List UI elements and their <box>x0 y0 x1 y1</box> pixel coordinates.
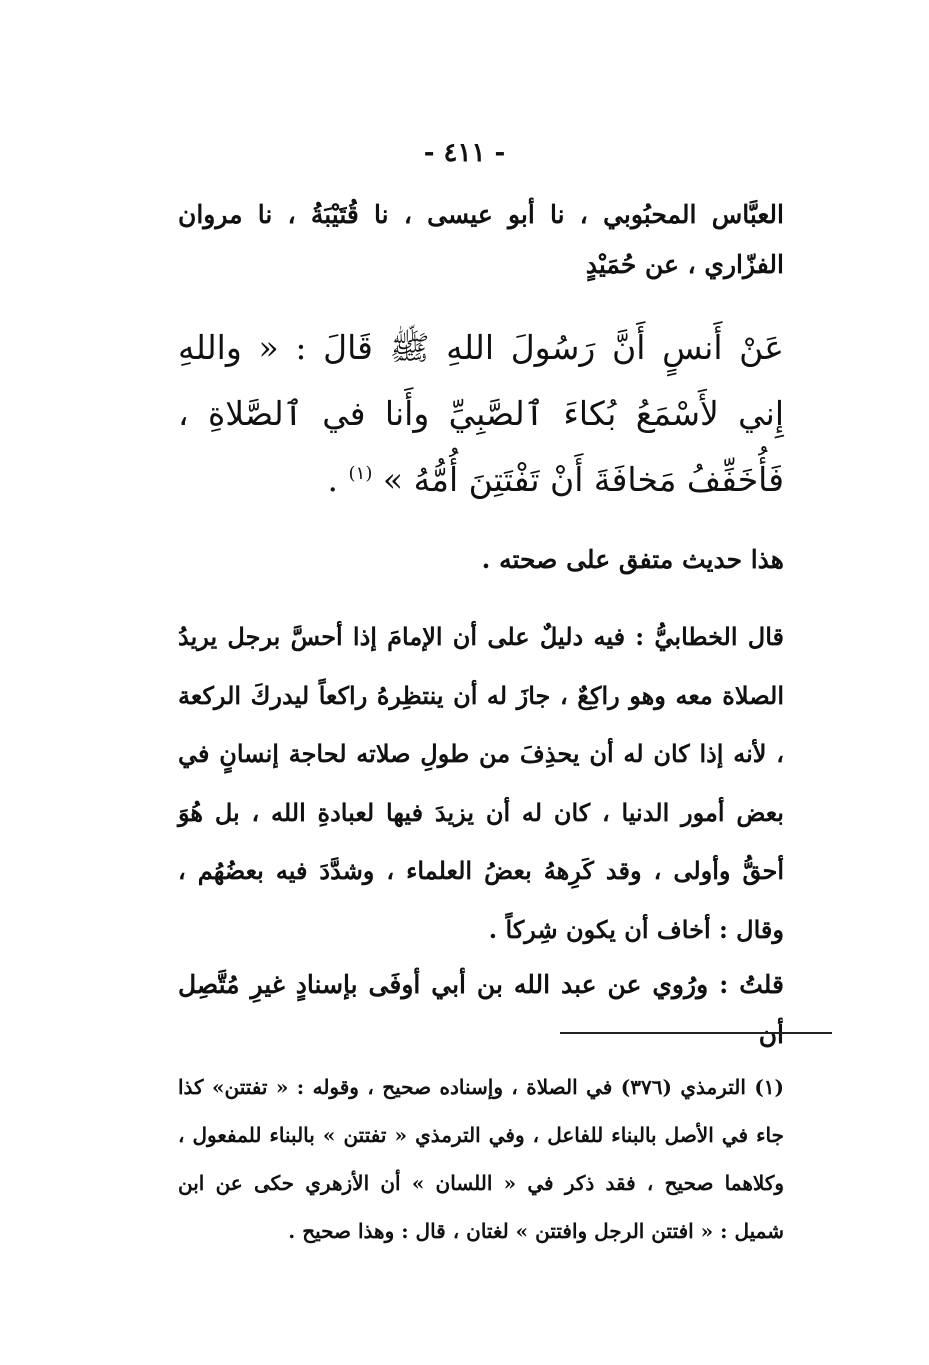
footnote-1 <box>178 1063 784 1255</box>
hadith-grading: هذا حديث متفق على صحته . <box>481 545 784 574</box>
footnote-text: الترمذي (٣٧٦) في الصلاة ، وإسناده صحيح ، وقوله : « تفتتن» كذا جاء في الأصل بالبناء للفاعل ، وفي الترمذي « تفتتن » بالبناء للمفعول ، وكلاهما صحيح ، فقد ذكر في « اللسان » أن الأزهري حكى عن ابن شميل : « افتتن الرجل وافتتن » لغتان ، قال : وهذا صحيح . <box>178 1075 784 1243</box>
isnad-chain: العبَّاس المحبُوبي ، نا أبو عيسى ، نا قُتَيْبَةُ ، نا مروان الفزّاري ، عن حُمَيْدٍ <box>178 200 784 279</box>
footnote-marker: (١) <box>348 463 373 484</box>
author-note: قلتُ : ورُوي عن عبد الله بن أبي أوفَى بإسنادٍ غيرِ مُتَّصِل أن <box>178 970 784 1049</box>
commentary-paragraph: قال الخطابيُّ : فيه دليلٌ على أن الإمامَ إذا أحسَّ برجل يريدُ الصلاة معه وهو راكِعٌ ، جازَ له أن ينتظِرهُ راكعاً ليدركَ الركعة ، لأنه إذا كان له أن يحذِفَ من طولِ صلاته لحاجة إنسانٍ في بعض أمور الدنيا ، كان له أن يزيدَ فيها لعبادةِ الله ، بل هُوَ أحقُّ وأولى ، وقد كَرِههُ بعضُ العلماء ، وشدَّدَ فيه بعضُهُم ، وقال : أخاف أن يكون شِركاً . <box>178 622 784 944</box>
footnote-marker: (١) <box>754 1075 785 1099</box>
footnote-divider <box>560 1032 832 1034</box>
page-number: - ٤١١ - <box>423 138 506 168</box>
hadith-body: عَنْ أَنسٍ أَنَّ رَسُولَ اللهِ ﷺ قَالَ : « واللهِ إِني لأَسْمَعُ بُكاءَ ٱلصَّبِيِّ وأَنا في ٱلصَّلاةِ ، فَأُخَفِّفُ مَخافَةَ أَنْ تَفْتَتِنَ أُمُّهُ » <box>178 328 784 499</box>
hadith-text <box>178 315 784 513</box>
hadith-end: . <box>327 460 339 499</box>
